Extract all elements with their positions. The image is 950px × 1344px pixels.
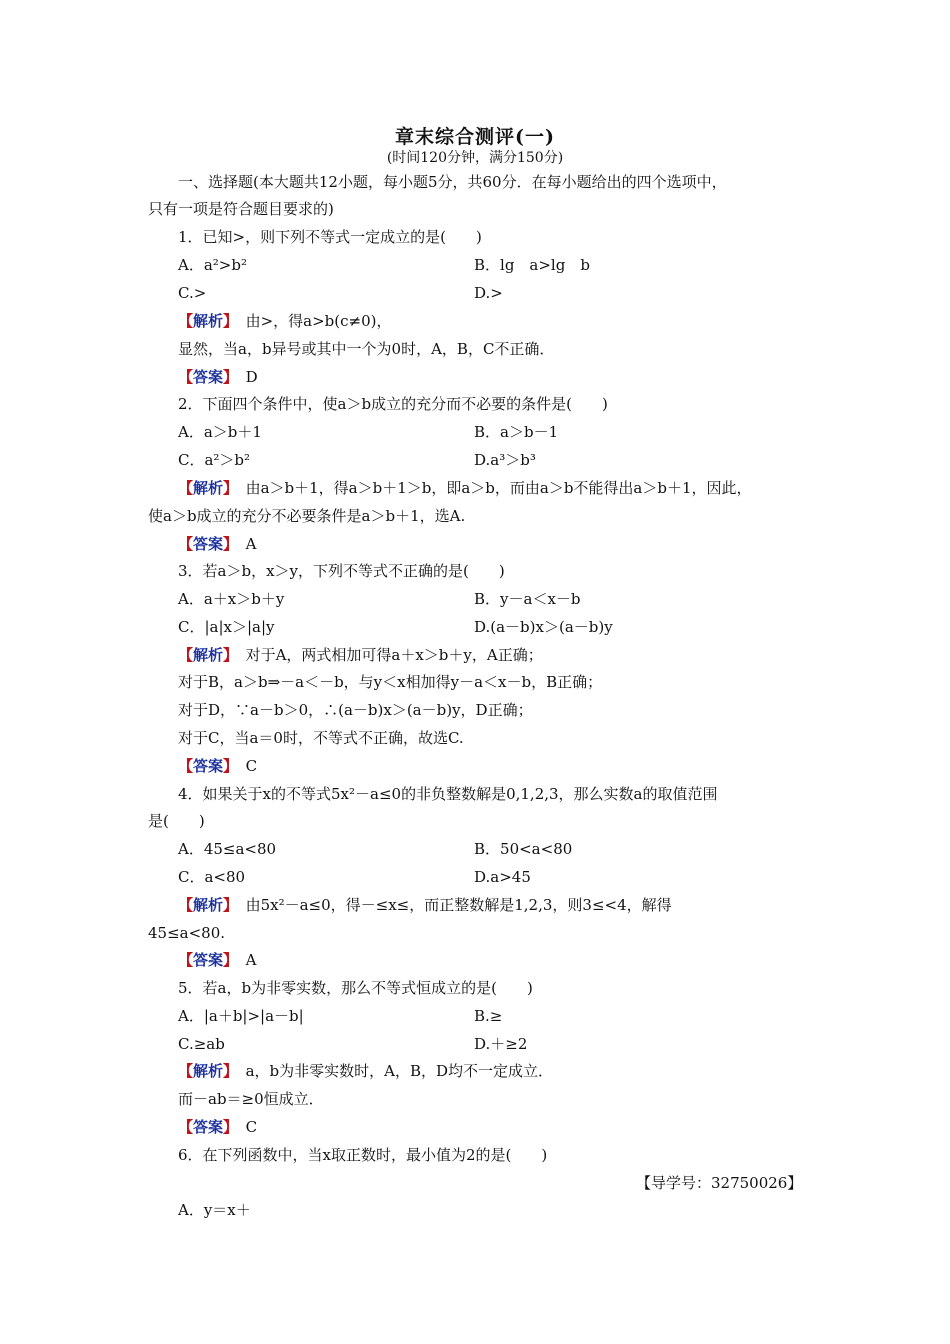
analysis-label: 解析 — [193, 646, 224, 664]
q2-option-b: B．a＞b－1 — [474, 423, 559, 441]
q3-option-a: A．a＋x＞b＋y — [178, 590, 285, 608]
q2-option-c: C．a²＞b² — [178, 451, 251, 469]
answer-label: 答案 — [193, 368, 224, 386]
q1-stem: 1．已知>，则下列不等式一定成立的是( ) — [178, 228, 482, 246]
q3-analysis-line3: 对于D，∵a－b＞0，∴(a－b)x＞(a－b)y，D正确； — [178, 701, 533, 719]
q3-analysis-line2: 对于B，a＞b⇒－a＜－b，与y＜x相加得y－a＜x－b，B正确； — [178, 673, 603, 691]
q4-answer: 【答案】 A — [178, 951, 257, 969]
q1-analysis-line1: 【解析】 由>，得a>b(c≠0)， — [178, 312, 392, 330]
q4-analysis-line2: 45≤a<80. — [148, 924, 226, 942]
answer-label: 答案 — [193, 535, 224, 553]
q1-option-a: A．a²>b² — [178, 256, 247, 274]
q2-stem: 2．下面四个条件中，使a＞b成立的充分而不必要的条件是( ) — [178, 395, 608, 413]
q3-option-d: D.(a－b)x＞(a－b)y — [474, 618, 613, 636]
q3-analysis-line4: 对于C，当a＝0时，不等式不正确，故选C. — [178, 729, 464, 747]
q5-option-a: A．|a＋b|>|a－b| — [178, 1007, 304, 1025]
section-heading-line2: 只有一项是符合题目要求的) — [148, 200, 334, 218]
answer-label: 答案 — [193, 951, 224, 969]
analysis-label: 解析 — [193, 479, 224, 497]
q3-analysis-line1: 【解析】 对于A，两式相加可得a＋x＞b＋y，A正确； — [178, 646, 543, 664]
answer-label: 答案 — [193, 757, 224, 775]
analysis-label: 解析 — [193, 312, 224, 330]
q5-option-d: D.＋≥2 — [474, 1035, 528, 1053]
q2-option-d: D.a³＞b³ — [474, 451, 536, 469]
q4-option-b: B．50<a<80 — [474, 840, 573, 858]
q1-analysis-line2: 显然，当a，b异号或其中一个为0时，A，B，C不正确． — [178, 340, 555, 358]
q4-option-c: C．a<80 — [178, 868, 246, 886]
page-title: 章末综合测评(一) — [395, 126, 555, 148]
analysis-label: 解析 — [193, 896, 224, 914]
q4-option-a: A．45≤a<80 — [178, 840, 277, 858]
q4-stem-line1: 4．如果关于x的不等式5x²－a≤0的非负整数解是0,1,2,3，那么实数a的取值范围 — [178, 785, 718, 803]
q5-option-b: B.≥ — [474, 1007, 503, 1025]
q5-option-c: C.≥ab — [178, 1035, 225, 1053]
q3-option-c: C．|a|x＞|a|y — [178, 618, 275, 636]
q2-analysis-line2: 使a＞b成立的充分不必要条件是a＞b＋1，选A. — [148, 507, 466, 525]
q5-analysis-line1: 【解析】 a，b为非零实数时，A，B，D均不一定成立． — [178, 1062, 553, 1080]
q1-option-c: C.> — [178, 284, 207, 302]
q1-option-d: D.> — [474, 284, 503, 302]
q1-answer: 【答案】 D — [178, 368, 258, 386]
q4-option-d: D.a>45 — [474, 868, 531, 886]
q4-analysis-line1: 【解析】 由5x²－a≤0，得－≤x≤，而正整数解是1,2,3，则3≤<4，解得 — [178, 896, 672, 914]
q5-analysis-line2: 而－ab＝≥0恒成立． — [178, 1090, 324, 1108]
q2-answer: 【答案】 A — [178, 535, 257, 553]
q4-stem-line2: 是( ) — [148, 812, 205, 830]
q3-stem: 3．若a＞b，x＞y，下列不等式不正确的是( ) — [178, 562, 505, 580]
q6-option-a: A．y＝x＋ — [178, 1201, 251, 1219]
q2-analysis-line1: 【解析】 由a＞b＋1，得a＞b＋1＞b，即a＞b，而由a＞b不能得出a＞b＋1，因此， — [178, 479, 752, 497]
q3-option-b: B．y－a＜x－b — [474, 590, 581, 608]
answer-label: 答案 — [193, 1118, 224, 1136]
q2-option-a: A．a＞b＋1 — [178, 423, 262, 441]
q1-option-b: B．lg a>lg b — [474, 256, 590, 274]
q5-answer: 【答案】 C — [178, 1118, 258, 1136]
page-subtitle: (时间120分钟，满分150分) — [386, 150, 564, 166]
q6-stem: 6．在下列函数中，当x取正数时，最小值为2的是( ) — [178, 1146, 548, 1164]
q3-answer: 【答案】 C — [178, 757, 258, 775]
q5-stem: 5．若a，b为非零实数，那么不等式恒成立的是( ) — [178, 979, 533, 997]
analysis-label: 解析 — [193, 1062, 224, 1080]
q6-guide-number: 【导学号：32750026】 — [636, 1174, 803, 1192]
section-heading-line1: 一、选择题(本大题共12小题，每小题5分，共60分．在每小题给出的四个选项中， — [178, 173, 727, 191]
